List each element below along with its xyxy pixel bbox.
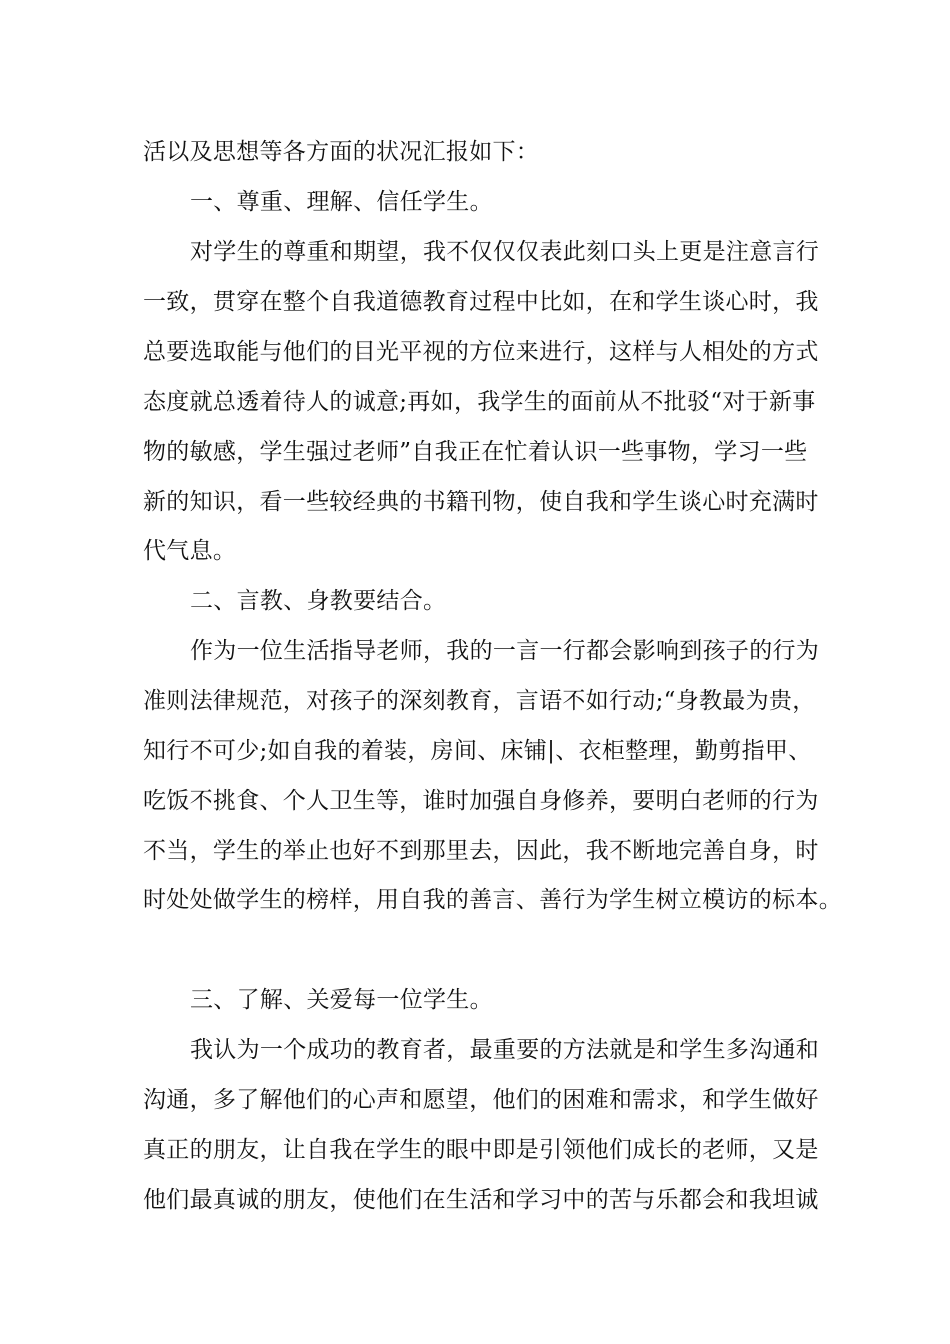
text-line: 总要选取能与他们的目光平视的方位来进行，这样与人相处的方式 bbox=[143, 339, 819, 365]
text-line: 准则法律规范，对孩子的深刻教育，言语不如行动;“身教最为贵， bbox=[143, 688, 816, 714]
text-line: 态度就总透着待人的诚意;再如，我学生的面前从不批驳“对于新事 bbox=[143, 389, 816, 415]
section-heading: 三、了解、关爱每一位学生。 bbox=[190, 987, 493, 1013]
text-line: 知行不可少;如自我的着装，房间、床铺|、衣柜整理，勤剪指甲、 bbox=[143, 738, 812, 764]
text-line: 真正的朋友，让自我在学生的眼中即是引领他们成长的老师，又是 bbox=[143, 1137, 819, 1163]
text-line: 一致，贯穿在整个自我道德教育过程中比如，在和学生谈心时，我 bbox=[143, 289, 819, 315]
text-line: 物的敏感，学生强过老师”自我正在忙着认识一些事物，学习一些 bbox=[143, 439, 808, 465]
text-line: 活以及思想等各方面的状况汇报如下： bbox=[143, 139, 540, 165]
text-line: 不当，学生的举止也好不到那里去，因此，我不断地完善自身，时 bbox=[143, 838, 819, 864]
text-line: 沟通，多了解他们的心声和愿望，他们的困难和需求，和学生做好 bbox=[143, 1087, 819, 1113]
text-line: 吃饭不挑食、个人卫生等，谁时加强自身修养，要明白老师的行为 bbox=[143, 788, 819, 814]
text-line: 时处处做学生的榜样，用自我的善言、善行为学生树立模访的标本。 bbox=[143, 887, 842, 913]
text-line: 代气息。 bbox=[143, 538, 237, 564]
text-line: 新的知识，看一些较经典的书籍刊物，使自我和学生谈心时充满时 bbox=[143, 489, 819, 515]
section-heading: 二、言教、身教要结合。 bbox=[190, 588, 447, 614]
text-line: 我认为一个成功的教育者，最重要的方法就是和学生多沟通和 bbox=[190, 1037, 820, 1063]
text-line: 他们最真诚的朋友，使他们在生活和学习中的苦与乐都会和我坦诚 bbox=[143, 1187, 819, 1213]
text-line: 对学生的尊重和期望，我不仅仅仅表此刻口头上更是注意言行 bbox=[190, 239, 820, 265]
text-line: 作为一位生活指导老师，我的一言一行都会影响到孩子的行为 bbox=[190, 638, 820, 664]
section-heading: 一、尊重、理解、信任学生。 bbox=[190, 189, 493, 215]
